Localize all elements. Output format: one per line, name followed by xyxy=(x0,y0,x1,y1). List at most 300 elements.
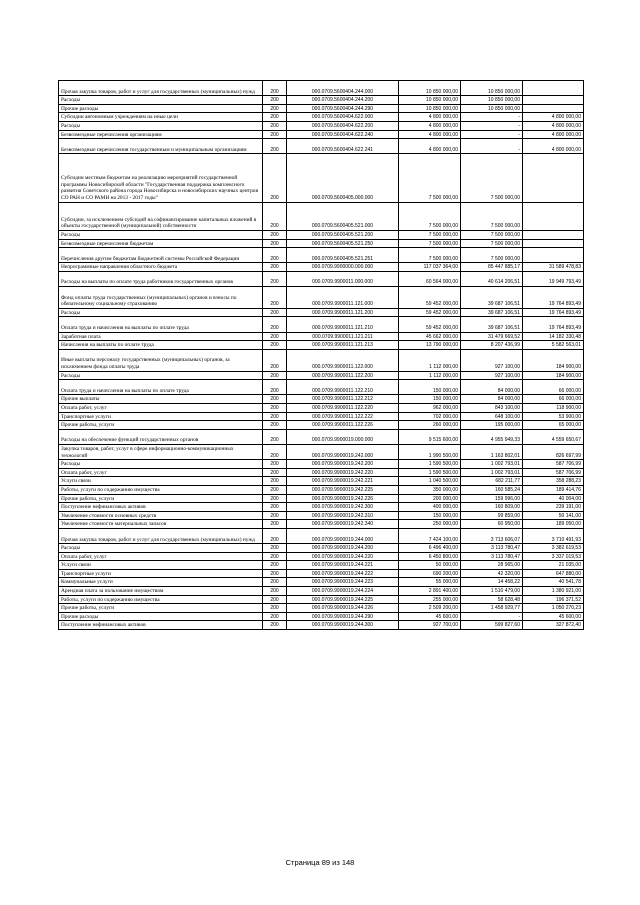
row-approved-cell: 4 800 000,00 xyxy=(399,130,461,139)
row-line-code-cell: 200 xyxy=(263,239,287,248)
row-approved-cell: 400 000,00 xyxy=(399,503,461,512)
row-unexecuted-cell: 358 288,23 xyxy=(523,477,584,486)
row-line-code-cell: 200 xyxy=(263,121,287,130)
row-line-code-cell: 200 xyxy=(263,130,287,139)
row-approved-cell: 4 800 000,00 xyxy=(399,139,461,154)
row-unexecuted-cell xyxy=(523,81,584,96)
row-budget-code-cell: 000.0709.9900019.244.200 xyxy=(287,544,399,553)
report-table-body xyxy=(59,81,584,630)
row-executed-cell: 84 000,00 xyxy=(461,395,523,404)
row-name-cell: Расходы xyxy=(59,544,263,553)
table-row xyxy=(59,528,584,543)
row-budget-code-cell: 000.0709.5600405.521.250 xyxy=(287,239,399,248)
row-name-cell: Поступление нефинансовых активов xyxy=(59,621,263,630)
row-unexecuted-cell: 19 949 793,49 xyxy=(523,271,584,286)
row-executed-cell: 8 207 436,99 xyxy=(461,341,523,350)
row-unexecuted-cell: 327 872,40 xyxy=(523,621,584,630)
row-budget-code-cell: 000.0709.9900011.000.000 xyxy=(287,271,399,286)
row-line-code-cell: 200 xyxy=(263,621,287,630)
row-name-cell: Расходы на выплаты по оплате труда работников государственных органов xyxy=(59,271,263,286)
row-approved-cell: 45 662 000,00 xyxy=(399,332,461,341)
row-approved-cell: 7 500 000,00 xyxy=(399,154,461,202)
row-budget-code-cell: 000.0709.5600404.622.241 xyxy=(287,139,399,154)
table-row xyxy=(59,113,584,122)
row-name-cell: Услуги связи xyxy=(59,561,263,570)
row-budget-code-cell: 000.0709.9900019.244.222 xyxy=(287,569,399,578)
row-unexecuted-cell: 66 000,00 xyxy=(523,395,584,404)
row-unexecuted-cell: 45 600,00 xyxy=(523,612,584,621)
row-unexecuted-cell: 239 191,00 xyxy=(523,503,584,512)
row-executed-cell: 7 500 000,00 xyxy=(461,202,523,230)
row-approved-cell: 55 000,00 xyxy=(399,578,461,587)
row-unexecuted-cell: 587 706,99 xyxy=(523,468,584,477)
table-row xyxy=(59,395,584,404)
row-name-cell: Увеличение стоимости материальных запасов xyxy=(59,520,263,529)
row-name-cell: Непрограммные направления областного бюджета xyxy=(59,263,263,272)
row-name-cell: Субсидии автономным учреждениям на иные цели xyxy=(59,113,263,122)
row-name-cell: Безвозмездные перечисления бюджетам xyxy=(59,239,263,248)
table-row xyxy=(59,561,584,570)
row-name-cell: Прочие выплаты xyxy=(59,395,263,404)
row-approved-cell: 690 200,00 xyxy=(399,569,461,578)
row-unexecuted-cell: 65 000,00 xyxy=(523,421,584,430)
row-budget-code-cell: 000.0709.5600404.244.200 xyxy=(287,96,399,105)
row-name-cell: Расходы xyxy=(59,121,263,130)
row-name-cell: Оплата работ, услуг xyxy=(59,468,263,477)
row-executed-cell: 39 687 106,51 xyxy=(461,308,523,317)
row-executed-cell: 84 000,00 xyxy=(461,380,523,395)
row-name-cell: Расходы на обеспечение функций государственных органов xyxy=(59,429,263,444)
table-row xyxy=(59,341,584,350)
table-row xyxy=(59,429,584,444)
row-approved-cell: 60 564 000,00 xyxy=(399,271,461,286)
row-approved-cell: 4 800 000,00 xyxy=(399,121,461,130)
row-line-code-cell: 200 xyxy=(263,569,287,578)
row-budget-code-cell: 000.0709.9900019.244.226 xyxy=(287,604,399,613)
row-executed-cell: 1 002 793,01 xyxy=(461,468,523,477)
table-row xyxy=(59,578,584,587)
row-approved-cell: 59 452 000,00 xyxy=(399,308,461,317)
row-budget-code-cell: 000.0709.9900019.244.224 xyxy=(287,587,399,596)
row-name-cell: Безвозмездные перечисления организациям xyxy=(59,130,263,139)
row-name-cell: Начисления на выплаты по оплате труда xyxy=(59,341,263,350)
row-name-cell: Прочие работы, услуги xyxy=(59,494,263,503)
table-row xyxy=(59,552,584,561)
row-approved-cell: 59 452 000,00 xyxy=(399,287,461,309)
row-executed-cell: 843 100,00 xyxy=(461,404,523,413)
row-executed-cell: 3 113 780,47 xyxy=(461,552,523,561)
table-row xyxy=(59,444,584,459)
table-row xyxy=(59,460,584,469)
row-budget-code-cell: 000.0709.5600404.622.240 xyxy=(287,130,399,139)
row-line-code-cell: 200 xyxy=(263,81,287,96)
row-unexecuted-cell: 3 382 619,53 xyxy=(523,544,584,553)
row-budget-code-cell: 000.0709.5600405.521.000 xyxy=(287,202,399,230)
row-line-code-cell: 200 xyxy=(263,341,287,350)
row-approved-cell: 1 040 500,00 xyxy=(399,477,461,486)
row-name-cell: Увеличение стоимости основных средств xyxy=(59,511,263,520)
row-executed-cell: 160 809,00 xyxy=(461,503,523,512)
row-line-code-cell: 200 xyxy=(263,604,287,613)
row-unexecuted-cell: 4 800 000,00 xyxy=(523,130,584,139)
row-executed-cell: 7 500 000,00 xyxy=(461,239,523,248)
row-name-cell: Поступление нефинансовых активов xyxy=(59,503,263,512)
row-budget-code-cell: 000.0709.9900011.122.212 xyxy=(287,395,399,404)
row-approved-cell: 6 450 800,00 xyxy=(399,552,461,561)
row-unexecuted-cell: 1 050 270,23 xyxy=(523,604,584,613)
row-approved-cell: 2 509 200,00 xyxy=(399,604,461,613)
row-budget-code-cell: 000.0709.9900019.242.000 xyxy=(287,444,399,459)
row-line-code-cell: 200 xyxy=(263,154,287,202)
row-budget-code-cell: 000.0709.9900019.242.200 xyxy=(287,460,399,469)
table-row xyxy=(59,154,584,202)
row-executed-cell: 10 850 000,00 xyxy=(461,96,523,105)
table-row xyxy=(59,468,584,477)
row-line-code-cell: 200 xyxy=(263,561,287,570)
row-budget-code-cell: 000.0709.5600404.622.200 xyxy=(287,121,399,130)
row-unexecuted-cell: 40 004,00 xyxy=(523,494,584,503)
row-name-cell: Услуги связи xyxy=(59,477,263,486)
row-line-code-cell: 200 xyxy=(263,477,287,486)
table-row xyxy=(59,485,584,494)
table-row xyxy=(59,317,584,332)
row-name-cell: Субсидии местным бюджетам на реализацию мероприятий государственной программы Новосибирской области "Государственная поддержка комплексного развития Советского района города Новосибирска и новосибирских научных центров СО РАН и СО РАМН на 2013 - 2017 годы" xyxy=(59,154,263,202)
row-approved-cell: 7 500 000,00 xyxy=(399,239,461,248)
row-name-cell: Транспортные услуги xyxy=(59,412,263,421)
row-executed-cell: 99 859,00 xyxy=(461,511,523,520)
row-name-cell: Безвозмездные перечисления государственным и муниципальным организациям xyxy=(59,139,263,154)
row-name-cell: Закупка товаров, работ, услуг в сфере информационно-коммуникационных технологий xyxy=(59,444,263,459)
row-executed-cell: 3 113 780,47 xyxy=(461,544,523,553)
row-budget-code-cell: 000.0709.9900019.244.225 xyxy=(287,595,399,604)
row-unexecuted-cell: 3 710 491,93 xyxy=(523,528,584,543)
table-row xyxy=(59,520,584,529)
row-budget-code-cell: 000.0709.9900019.242.310 xyxy=(287,511,399,520)
row-unexecuted-cell: 189 050,00 xyxy=(523,520,584,529)
row-name-cell: Оплата работ, услуг xyxy=(59,404,263,413)
table-row xyxy=(59,263,584,272)
row-line-code-cell: 200 xyxy=(263,595,287,604)
row-executed-cell: - xyxy=(461,612,523,621)
page-number: Страница 89 из 148 xyxy=(285,858,355,867)
row-approved-cell: 260 000,00 xyxy=(399,421,461,430)
row-approved-cell: 4 800 000,00 xyxy=(399,113,461,122)
row-name-cell: Прочая закупка товаров, работ и услуг для государственных (муниципальных) нужд xyxy=(59,81,263,96)
row-line-code-cell: 200 xyxy=(263,395,287,404)
table-row xyxy=(59,569,584,578)
row-approved-cell: 9 515 600,00 xyxy=(399,429,461,444)
row-executed-cell: 1 458 929,77 xyxy=(461,604,523,613)
table-row xyxy=(59,96,584,105)
table-row xyxy=(59,271,584,286)
row-executed-cell: 1 002 793,01 xyxy=(461,460,523,469)
row-executed-cell: 60 950,00 xyxy=(461,520,523,529)
table-row xyxy=(59,477,584,486)
row-line-code-cell: 200 xyxy=(263,139,287,154)
row-budget-code-cell: 000.0709.9900019.242.225 xyxy=(287,485,399,494)
row-line-code-cell: 200 xyxy=(263,317,287,332)
row-budget-code-cell: 000.0709.9900019.242.226 xyxy=(287,494,399,503)
row-executed-cell: 1 510 479,00 xyxy=(461,587,523,596)
row-executed-cell: 40 614 206,51 xyxy=(461,271,523,286)
row-unexecuted-cell: 184 900,00 xyxy=(523,349,584,371)
row-executed-cell: - xyxy=(461,121,523,130)
row-approved-cell: 250 000,00 xyxy=(399,520,461,529)
row-approved-cell: 10 850 000,00 xyxy=(399,81,461,96)
row-executed-cell: 42 320,00 xyxy=(461,569,523,578)
row-line-code-cell: 200 xyxy=(263,460,287,469)
table-row xyxy=(59,248,584,263)
row-executed-cell: - xyxy=(461,130,523,139)
row-executed-cell: 14 458,22 xyxy=(461,578,523,587)
row-executed-cell: 31 479 669,52 xyxy=(461,332,523,341)
row-line-code-cell: 200 xyxy=(263,429,287,444)
row-name-cell: Работы, услуги по содержанию имущества xyxy=(59,595,263,604)
table-row xyxy=(59,130,584,139)
row-executed-cell: 1 163 802,01 xyxy=(461,444,523,459)
row-approved-cell: 702 000,00 xyxy=(399,412,461,421)
row-unexecuted-cell: 3 337 019,53 xyxy=(523,552,584,561)
row-budget-code-cell: 000.0709.9900019.244.220 xyxy=(287,552,399,561)
row-unexecuted-cell: 21 035,00 xyxy=(523,561,584,570)
row-budget-code-cell: 000.0709.5600404.622.000 xyxy=(287,113,399,122)
row-line-code-cell: 200 xyxy=(263,528,287,543)
row-name-cell: Расходы xyxy=(59,460,263,469)
row-line-code-cell: 200 xyxy=(263,230,287,239)
row-executed-cell: 39 687 106,51 xyxy=(461,317,523,332)
row-approved-cell: 1 112 000,00 xyxy=(399,349,461,371)
row-unexecuted-cell xyxy=(523,230,584,239)
row-approved-cell: 150 000,00 xyxy=(399,380,461,395)
row-budget-code-cell: 000.0709.9900019.244.300 xyxy=(287,621,399,630)
row-approved-cell: 50 000,00 xyxy=(399,561,461,570)
row-name-cell: Транспортные услуги xyxy=(59,569,263,578)
row-line-code-cell: 200 xyxy=(263,371,287,380)
row-unexecuted-cell: 66 000,00 xyxy=(523,380,584,395)
row-unexecuted-cell: 50 141,00 xyxy=(523,511,584,520)
row-unexecuted-cell: 53 900,00 xyxy=(523,412,584,421)
row-budget-code-cell: 000.0709.9900000.000.000 xyxy=(287,263,399,272)
row-budget-code-cell: 000.0709.9900019.000.000 xyxy=(287,429,399,444)
row-name-cell: Работы, услуги по содержанию имущества xyxy=(59,485,263,494)
row-name-cell: Расходы xyxy=(59,308,263,317)
row-name-cell: Оплата труда и начисления на выплаты по оплате труда xyxy=(59,317,263,332)
row-budget-code-cell: 000.0709.5600405.000.000 xyxy=(287,154,399,202)
row-executed-cell: - xyxy=(461,113,523,122)
row-line-code-cell: 200 xyxy=(263,485,287,494)
row-executed-cell: 159 996,00 xyxy=(461,494,523,503)
row-line-code-cell: 200 xyxy=(263,104,287,113)
row-line-code-cell: 200 xyxy=(263,404,287,413)
row-line-code-cell: 200 xyxy=(263,380,287,395)
row-budget-code-cell: 000.0709.9900019.242.220 xyxy=(287,468,399,477)
table-row xyxy=(59,239,584,248)
row-approved-cell: 7 500 000,00 xyxy=(399,230,461,239)
table-row xyxy=(59,587,584,596)
row-budget-code-cell: 000.0709.9900011.122.200 xyxy=(287,371,399,380)
table-row xyxy=(59,139,584,154)
row-unexecuted-cell xyxy=(523,104,584,113)
row-line-code-cell: 200 xyxy=(263,332,287,341)
row-executed-cell: 927 100,00 xyxy=(461,371,523,380)
row-name-cell: Прочие работы, услуги xyxy=(59,604,263,613)
row-line-code-cell: 200 xyxy=(263,587,287,596)
row-executed-cell: 7 500 000,00 xyxy=(461,248,523,263)
row-line-code-cell: 200 xyxy=(263,511,287,520)
row-name-cell: Оплата труда и начисления на выплаты по оплате труда xyxy=(59,380,263,395)
row-unexecuted-cell: 647 880,00 xyxy=(523,569,584,578)
row-approved-cell: 200 000,00 xyxy=(399,494,461,503)
row-approved-cell: 1 112 000,00 xyxy=(399,371,461,380)
table-row xyxy=(59,621,584,630)
table-row xyxy=(59,404,584,413)
row-budget-code-cell: 000.0709.9900019.242.300 xyxy=(287,503,399,512)
row-executed-cell: 10 850 000,00 xyxy=(461,81,523,96)
row-line-code-cell: 200 xyxy=(263,287,287,309)
row-approved-cell: 6 496 400,00 xyxy=(399,544,461,553)
row-approved-cell: 927 700,00 xyxy=(399,621,461,630)
row-approved-cell: 962 000,00 xyxy=(399,404,461,413)
row-executed-cell: 927 100,00 xyxy=(461,349,523,371)
row-line-code-cell: 200 xyxy=(263,349,287,371)
row-line-code-cell: 200 xyxy=(263,494,287,503)
row-budget-code-cell: 000.0709.9900019.244.223 xyxy=(287,578,399,587)
row-name-cell: Фонд оплаты труда государственных (муниципальных) органов и взносы по обязательному социальному страхованию xyxy=(59,287,263,309)
row-budget-code-cell: 000.0709.9900011.121.200 xyxy=(287,308,399,317)
row-unexecuted-cell: 826 697,99 xyxy=(523,444,584,459)
row-executed-cell: 10 850 000,00 xyxy=(461,104,523,113)
row-executed-cell: 599 827,60 xyxy=(461,621,523,630)
row-executed-cell: 39 687 106,51 xyxy=(461,287,523,309)
row-unexecuted-cell xyxy=(523,154,584,202)
table-row xyxy=(59,308,584,317)
table-row xyxy=(59,371,584,380)
table-row xyxy=(59,503,584,512)
row-approved-cell: 7 424 100,00 xyxy=(399,528,461,543)
page-footer xyxy=(0,858,640,867)
row-approved-cell: 1 990 500,00 xyxy=(399,444,461,459)
row-executed-cell: 195 000,00 xyxy=(461,421,523,430)
row-name-cell: Оплата работ, услуг xyxy=(59,552,263,561)
table-row xyxy=(59,121,584,130)
row-executed-cell: 85 447 885,17 xyxy=(461,263,523,272)
row-line-code-cell: 200 xyxy=(263,263,287,272)
row-executed-cell: 682 211,77 xyxy=(461,477,523,486)
row-executed-cell: 648 100,00 xyxy=(461,412,523,421)
row-budget-code-cell: 000.0709.9900019.244.290 xyxy=(287,612,399,621)
row-approved-cell: 350 000,00 xyxy=(399,485,461,494)
row-name-cell: Заработная плата xyxy=(59,332,263,341)
row-unexecuted-cell: 4 559 650,67 xyxy=(523,429,584,444)
row-budget-code-cell: 000.0709.9900011.121.210 xyxy=(287,317,399,332)
row-name-cell: Прочие расходы xyxy=(59,612,263,621)
row-unexecuted-cell: 19 764 893,49 xyxy=(523,317,584,332)
row-budget-code-cell: 000.0709.9900011.122.226 xyxy=(287,421,399,430)
row-line-code-cell: 200 xyxy=(263,544,287,553)
row-budget-code-cell: 000.0709.9900011.121.211 xyxy=(287,332,399,341)
row-approved-cell: 255 000,00 xyxy=(399,595,461,604)
row-name-cell: Коммунальные услуги xyxy=(59,578,263,587)
table-row xyxy=(59,202,584,230)
row-approved-cell: 7 500 000,00 xyxy=(399,248,461,263)
row-line-code-cell: 200 xyxy=(263,271,287,286)
table-row xyxy=(59,421,584,430)
row-budget-code-cell: 000.0709.9900011.121.000 xyxy=(287,287,399,309)
row-budget-code-cell: 000.0709.5600404.244.000 xyxy=(287,81,399,96)
row-name-cell: Расходы xyxy=(59,96,263,105)
row-line-code-cell: 200 xyxy=(263,96,287,105)
row-unexecuted-cell xyxy=(523,248,584,263)
row-budget-code-cell: 000.0709.9900011.121.213 xyxy=(287,341,399,350)
row-line-code-cell: 200 xyxy=(263,468,287,477)
table-row xyxy=(59,380,584,395)
row-unexecuted-cell: 4 800 000,00 xyxy=(523,139,584,154)
row-name-cell: Перечисления другим бюджетам бюджетной системы Российской Федерации xyxy=(59,248,263,263)
row-budget-code-cell: 000.0709.5600404.244.290 xyxy=(287,104,399,113)
row-name-cell: Прочие расходы xyxy=(59,104,263,113)
row-name-cell: Прочие работы, услуги xyxy=(59,421,263,430)
row-unexecuted-cell xyxy=(523,239,584,248)
row-unexecuted-cell xyxy=(523,202,584,230)
row-line-code-cell: 200 xyxy=(263,578,287,587)
row-executed-cell: 28 965,00 xyxy=(461,561,523,570)
row-approved-cell: 1 590 500,00 xyxy=(399,460,461,469)
row-approved-cell: 10 850 000,00 xyxy=(399,104,461,113)
row-unexecuted-cell: 118 900,00 xyxy=(523,404,584,413)
row-unexecuted-cell xyxy=(523,96,584,105)
row-approved-cell: 10 850 000,00 xyxy=(399,96,461,105)
row-executed-cell: 7 500 000,00 xyxy=(461,230,523,239)
row-executed-cell: 160 585,24 xyxy=(461,485,523,494)
row-line-code-cell: 200 xyxy=(263,552,287,561)
row-unexecuted-cell: 189 414,76 xyxy=(523,485,584,494)
row-line-code-cell: 200 xyxy=(263,308,287,317)
row-line-code-cell: 200 xyxy=(263,412,287,421)
row-unexecuted-cell: 1 380 921,00 xyxy=(523,587,584,596)
table-row xyxy=(59,81,584,96)
table-row xyxy=(59,287,584,309)
row-approved-cell: 150 000,00 xyxy=(399,395,461,404)
table-row xyxy=(59,604,584,613)
row-executed-cell: 58 628,48 xyxy=(461,595,523,604)
row-budget-code-cell: 000.0709.9900019.244.000 xyxy=(287,528,399,543)
row-executed-cell: - xyxy=(461,139,523,154)
table-row xyxy=(59,230,584,239)
row-budget-code-cell: 000.0709.9900019.244.221 xyxy=(287,561,399,570)
row-approved-cell: 45 600,00 xyxy=(399,612,461,621)
row-name-cell: Расходы xyxy=(59,371,263,380)
row-line-code-cell: 200 xyxy=(263,520,287,529)
table-row xyxy=(59,544,584,553)
row-unexecuted-cell: 4 800 000,00 xyxy=(523,113,584,122)
row-line-code-cell: 200 xyxy=(263,113,287,122)
row-name-cell: Субсидии, за исключением субсидий на софинансирование капитальных вложений в объекты государственной (муниципальной) собственности xyxy=(59,202,263,230)
row-executed-cell: 4 955 949,33 xyxy=(461,429,523,444)
row-name-cell: Расходы xyxy=(59,230,263,239)
row-approved-cell: 1 590 500,00 xyxy=(399,468,461,477)
row-approved-cell: 13 790 000,00 xyxy=(399,341,461,350)
table-row xyxy=(59,595,584,604)
row-line-code-cell: 200 xyxy=(263,202,287,230)
row-line-code-cell: 200 xyxy=(263,421,287,430)
row-unexecuted-cell: 196 371,52 xyxy=(523,595,584,604)
row-budget-code-cell: 000.0709.9900011.122.220 xyxy=(287,404,399,413)
row-budget-code-cell: 000.0709.9900011.122.000 xyxy=(287,349,399,371)
row-approved-cell: 2 891 400,00 xyxy=(399,587,461,596)
row-approved-cell: 59 452 000,00 xyxy=(399,317,461,332)
row-executed-cell: 7 500 000,00 xyxy=(461,154,523,202)
table-row xyxy=(59,332,584,341)
